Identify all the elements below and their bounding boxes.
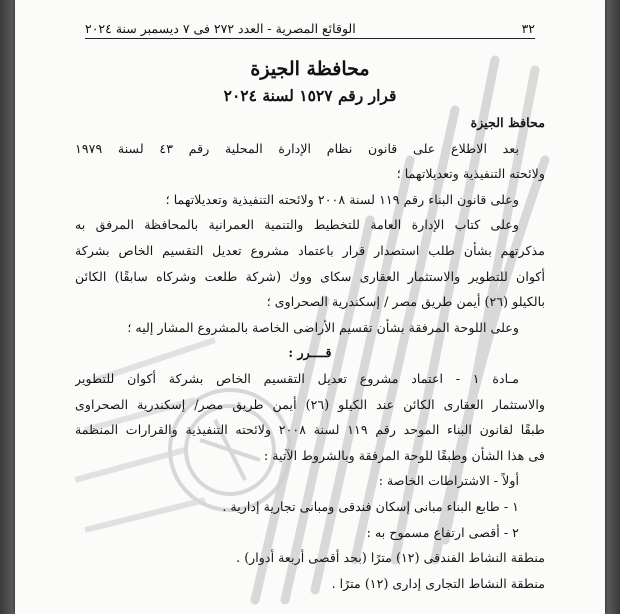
article-line: والاستثمار العقارى الكائن عند الكيلو (٢٦) أيمن طريق مصر/ إسكندرية الصحراوى <box>75 396 545 412</box>
paragraph-line: وعلى كتاب الإدارة العامة للتخطيط والتنمية العمرانية بالمحافظة المرفق به <box>75 217 519 233</box>
document-page <box>15 0 605 614</box>
paragraph-line: مذكرتهم بشأن طلب استصدار قرار باعتماد مشروع تعديل التقسيم الخاص بشركة <box>75 242 545 258</box>
paragraph-line: بالكيلو (٢٦) أيمن طريق مصر / إسكندرية الصحراوى ؛ <box>266 294 545 310</box>
condition-detail: منطقة النشاط الفندقى (١٢) مترًا (بحد أقصى أربعة أدوار) . <box>236 550 545 566</box>
article-line: طبقًا لقانون البناء الموحد رقم ١١٩ لسنة ٢٠٠٨ ولائحته التنفيذية والقرارات المنظمة <box>75 422 545 438</box>
condition-item: ٢ - أقصى ارتفاع مسموح به : <box>366 524 519 540</box>
paragraph-line: بعد الاطلاع على قانون نظام الإدارة المحلية رقم ٤٣ لسنة ١٩٧٩ <box>75 140 519 156</box>
document-body <box>75 110 545 596</box>
paragraph-line: وعلى قانون البناء رقم ١١٩ لسنة ٢٠٠٨ ولائحته التنفيذية وتعديلاتهما ؛ <box>165 191 519 207</box>
decree-title: قرار رقم ١٥٢٧ لسنة ٢٠٢٤ <box>223 86 397 105</box>
running-title: الوقائع المصرية - العدد ٢٧٢ فى ٧ ديسمبر سنة ٢٠٢٤ <box>85 20 356 36</box>
condition-detail: منطقة النشاط التجارى إدارى (١٢) مترًا . <box>331 575 545 591</box>
article-line: فى هذا الشأن وطبقًا للوحة المرفقة وبالشروط الآتية : <box>263 447 545 463</box>
paragraph-line: وعلى اللوحة المرفقة بشأن تقسيم الأراضى الخاصة بالمشروع المشار إليه ؛ <box>127 319 519 335</box>
paragraph-line: ولائحته التنفيذية وتعديلاتهما ؛ <box>396 166 545 182</box>
issuer-heading: محافظ الجيزة <box>470 115 545 130</box>
conditions-heading: أولاً - الاشتراطات الخاصة : <box>378 473 519 489</box>
article-line: مـادة ١ - اعتماد مشروع تعديل التقسيم الخاص بشركة أكوان للتطوير <box>75 370 519 386</box>
condition-item: ١ - طابع البناء مبانى إسكان فندقى ومبانى تجارية إدارية . <box>222 498 519 514</box>
decided-heading: قــــرر : <box>288 345 332 361</box>
page-title: محافظة الجيزة <box>250 58 370 80</box>
paragraph-line: أكوان للتطوير والاستثمار العقارى سكاى ووك (شركة طلعت وشركاه سابقًا) الكائن <box>75 268 545 284</box>
page-number: ٣٢ <box>521 20 535 36</box>
page-header <box>85 18 535 39</box>
